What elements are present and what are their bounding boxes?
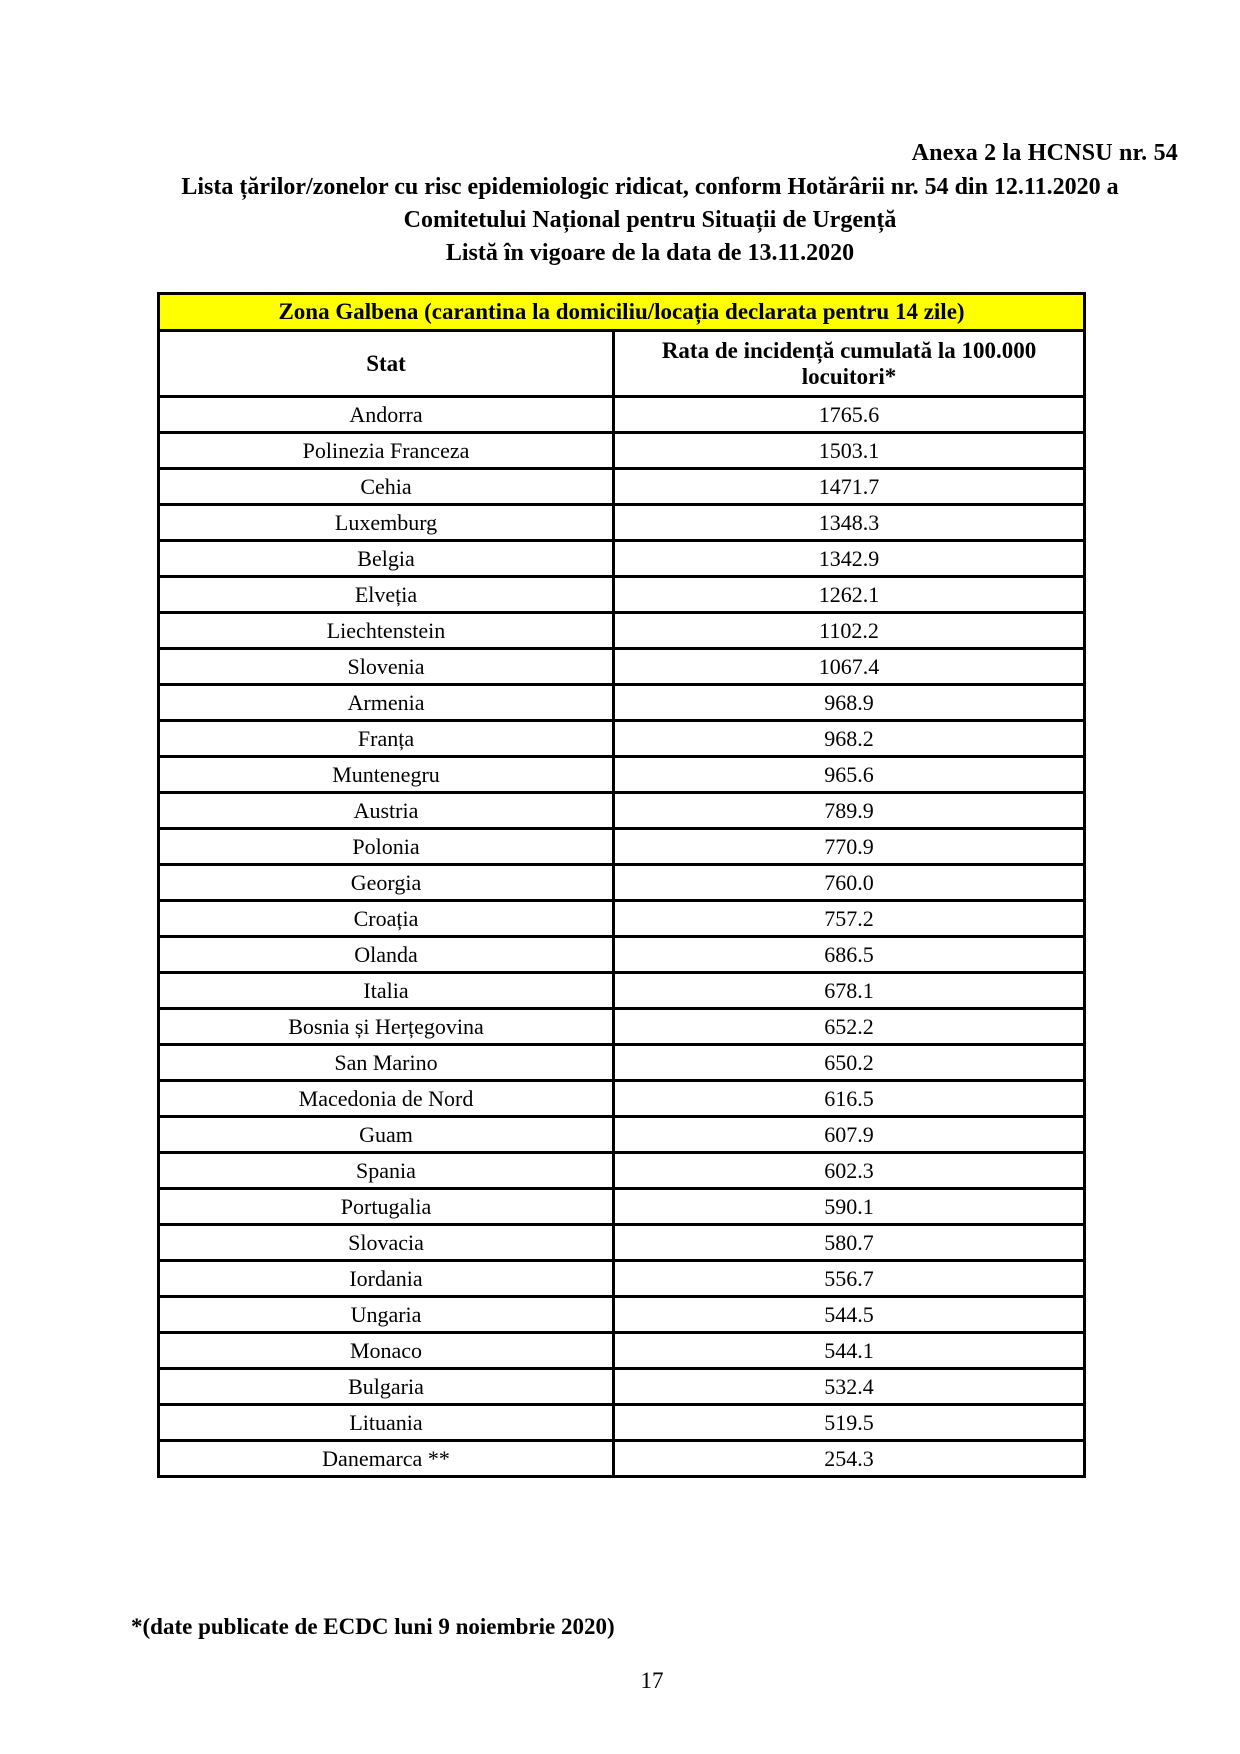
state-cell: Muntenegru bbox=[159, 757, 614, 793]
state-cell: Danemarca ** bbox=[159, 1441, 614, 1477]
state-cell: Guam bbox=[159, 1117, 614, 1153]
rate-cell: 968.2 bbox=[614, 721, 1085, 757]
state-cell: Slovacia bbox=[159, 1225, 614, 1261]
state-cell: Georgia bbox=[159, 865, 614, 901]
table-row bbox=[159, 433, 1085, 469]
table-row bbox=[159, 1045, 1085, 1081]
rate-cell: 590.1 bbox=[614, 1189, 1085, 1225]
state-cell: Portugalia bbox=[159, 1189, 614, 1225]
state-cell: Elveția bbox=[159, 577, 614, 613]
state-cell: Franța bbox=[159, 721, 614, 757]
state-cell: Belgia bbox=[159, 541, 614, 577]
table-row bbox=[159, 505, 1085, 541]
table-row bbox=[159, 1153, 1085, 1189]
table-row bbox=[159, 1441, 1085, 1477]
rate-cell: 1503.1 bbox=[614, 433, 1085, 469]
table-body bbox=[159, 397, 1085, 1477]
rate-cell: 968.9 bbox=[614, 685, 1085, 721]
state-cell: Austria bbox=[159, 793, 614, 829]
state-cell: Spania bbox=[159, 1153, 614, 1189]
rate-cell: 1262.1 bbox=[614, 577, 1085, 613]
table-row bbox=[159, 577, 1085, 613]
state-cell: Polonia bbox=[159, 829, 614, 865]
table-row bbox=[159, 937, 1085, 973]
rate-cell: 544.5 bbox=[614, 1297, 1085, 1333]
zone-header-row bbox=[159, 294, 1085, 331]
rate-cell: 789.9 bbox=[614, 793, 1085, 829]
rate-cell: 519.5 bbox=[614, 1405, 1085, 1441]
rate-cell: 686.5 bbox=[614, 937, 1085, 973]
table-row bbox=[159, 1081, 1085, 1117]
table-row bbox=[159, 865, 1085, 901]
rate-cell: 760.0 bbox=[614, 865, 1085, 901]
annex-reference: Anexa 2 la HCNSU nr. 54 bbox=[911, 140, 1178, 166]
rate-cell: 1067.4 bbox=[614, 649, 1085, 685]
rate-cell: 254.3 bbox=[614, 1441, 1085, 1477]
state-cell: Italia bbox=[159, 973, 614, 1009]
state-cell: Bosnia și Herțegovina bbox=[159, 1009, 614, 1045]
rate-cell: 650.2 bbox=[614, 1045, 1085, 1081]
column-header-row bbox=[159, 331, 1085, 397]
table-row bbox=[159, 1297, 1085, 1333]
table-row bbox=[159, 649, 1085, 685]
state-cell: Lituania bbox=[159, 1405, 614, 1441]
state-cell: Andorra bbox=[159, 397, 614, 433]
state-cell: San Marino bbox=[159, 1045, 614, 1081]
state-cell: Polinezia Franceza bbox=[159, 433, 614, 469]
yellow-zone-table bbox=[157, 292, 1086, 1478]
rate-cell: 770.9 bbox=[614, 829, 1085, 865]
state-cell: Croația bbox=[159, 901, 614, 937]
title-line-3: Listă în vigoare de la data de 13.11.2020 bbox=[445, 240, 855, 266]
table-row bbox=[159, 1009, 1085, 1045]
state-cell: Bulgaria bbox=[159, 1369, 614, 1405]
document-title bbox=[112, 171, 1188, 270]
table-row bbox=[159, 1117, 1085, 1153]
rate-cell: 965.6 bbox=[614, 757, 1085, 793]
table-row bbox=[159, 1189, 1085, 1225]
table-row bbox=[159, 1261, 1085, 1297]
footnote: *(date publicate de ECDC luni 9 noiembrie 2020) bbox=[131, 1614, 615, 1639]
zone-header: Zona Galbena (carantina la domiciliu/locația declarata pentru 14 zile) bbox=[159, 294, 1085, 331]
table-row bbox=[159, 1333, 1085, 1369]
table-row bbox=[159, 1369, 1085, 1405]
state-cell: Cehia bbox=[159, 469, 614, 505]
state-cell: Monaco bbox=[159, 1333, 614, 1369]
rate-cell: 678.1 bbox=[614, 973, 1085, 1009]
rate-cell: 532.4 bbox=[614, 1369, 1085, 1405]
table-row bbox=[159, 1405, 1085, 1441]
table-row bbox=[159, 685, 1085, 721]
table-row bbox=[159, 1225, 1085, 1261]
title-line-2: Comitetului Național pentru Situații de Urgență bbox=[403, 207, 897, 233]
state-cell: Luxemburg bbox=[159, 505, 614, 541]
rate-cell: 556.7 bbox=[614, 1261, 1085, 1297]
rate-cell: 602.3 bbox=[614, 1153, 1085, 1189]
state-cell: Liechtenstein bbox=[159, 613, 614, 649]
table-row bbox=[159, 541, 1085, 577]
table-row bbox=[159, 469, 1085, 505]
table-row bbox=[159, 829, 1085, 865]
rate-cell: 1471.7 bbox=[614, 469, 1085, 505]
table-row bbox=[159, 901, 1085, 937]
table-row bbox=[159, 973, 1085, 1009]
table-row bbox=[159, 613, 1085, 649]
state-cell: Ungaria bbox=[159, 1297, 614, 1333]
state-cell: Olanda bbox=[159, 937, 614, 973]
title-line-1: Lista țărilor/zonelor cu risc epidemiologic ridicat, conform Hotărârii nr. 54 din 12.11.2020 a bbox=[181, 174, 1119, 200]
rate-cell: 757.2 bbox=[614, 901, 1085, 937]
rate-cell: 652.2 bbox=[614, 1009, 1085, 1045]
yellow-zone-table-container bbox=[157, 292, 1083, 1478]
rate-cell: 580.7 bbox=[614, 1225, 1085, 1261]
state-cell: Macedonia de Nord bbox=[159, 1081, 614, 1117]
rate-cell: 616.5 bbox=[614, 1081, 1085, 1117]
table-row bbox=[159, 721, 1085, 757]
state-cell: Iordania bbox=[159, 1261, 614, 1297]
page-number: 17 bbox=[640, 1668, 664, 1693]
rate-cell: 1348.3 bbox=[614, 505, 1085, 541]
state-cell: Slovenia bbox=[159, 649, 614, 685]
rate-cell: 1102.2 bbox=[614, 613, 1085, 649]
rate-cell: 1342.9 bbox=[614, 541, 1085, 577]
rate-cell: 1765.6 bbox=[614, 397, 1085, 433]
rate-cell: 544.1 bbox=[614, 1333, 1085, 1369]
rate-cell: 607.9 bbox=[614, 1117, 1085, 1153]
column-header-state: Stat bbox=[159, 331, 614, 397]
column-header-rate: Rata de incidență cumulată la 100.000 locuitori* bbox=[614, 331, 1085, 397]
state-cell: Armenia bbox=[159, 685, 614, 721]
table-row bbox=[159, 757, 1085, 793]
table-row bbox=[159, 793, 1085, 829]
table-row bbox=[159, 397, 1085, 433]
